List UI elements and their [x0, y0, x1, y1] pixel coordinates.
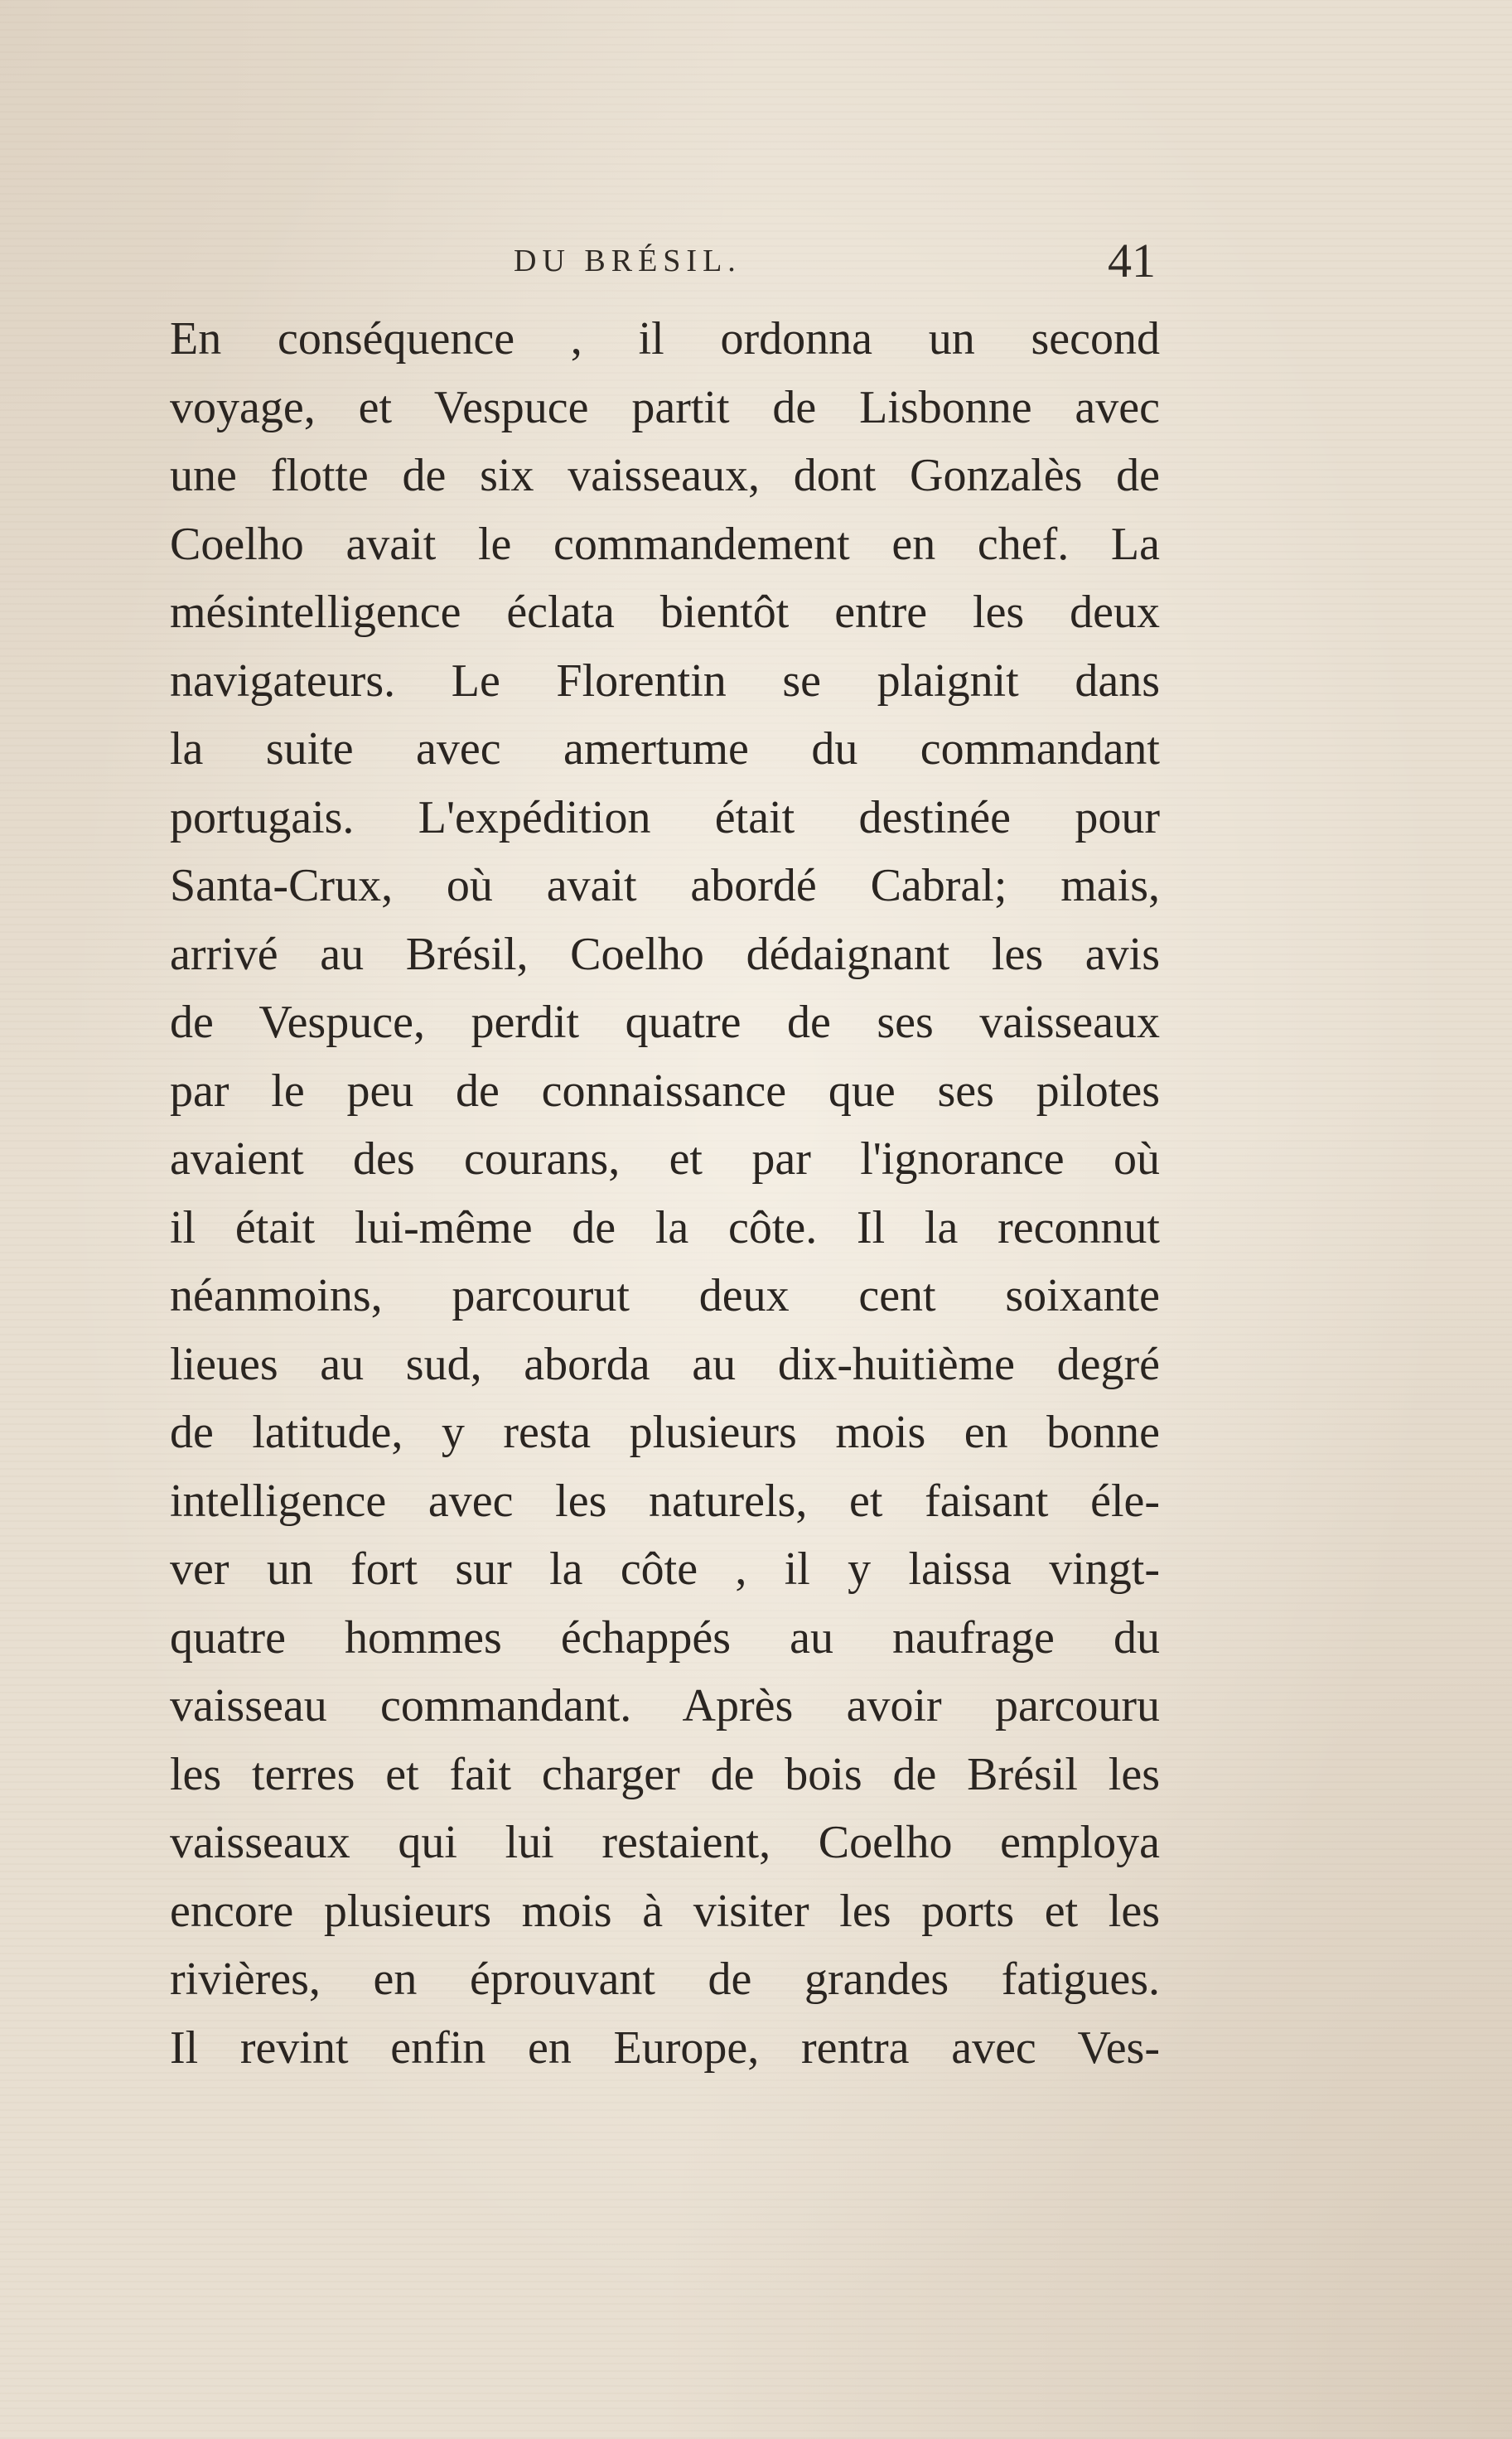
page-number: 41 — [1108, 234, 1156, 287]
text-line: vaisseaux qui lui restaient, Coelho employa — [170, 1817, 1160, 1868]
text-line: avaient des courans, et par l'ignorance où — [170, 1133, 1160, 1185]
text-line: rivières, en éprouvant de grandes fatigues. — [170, 1954, 1160, 2005]
text-line: encore plusieurs mois à visiter les ports et les — [170, 1885, 1160, 1937]
text-line: voyage, et Vespuce partit de Lisbonne avec — [170, 381, 1160, 433]
text-line: par le peu de connaissance que ses pilotes — [170, 1065, 1160, 1117]
text-line: vaisseau commandant. Après avoir parcouru — [170, 1680, 1160, 1731]
running-title: DU BRÉSIL. — [514, 244, 742, 278]
text-line: quatre hommes échappés au naufrage du — [170, 1611, 1160, 1664]
text-line: une flotte de six vaisseaux, dont Gonzalès de — [170, 450, 1160, 501]
text-line: néanmoins, parcourut deux cent soixante — [170, 1270, 1160, 1321]
text-line: la suite avec amertume du commandant — [170, 723, 1160, 775]
text-line: mésintelligence éclata bientôt entre les deux — [170, 587, 1160, 638]
page-header — [170, 232, 1156, 290]
text-line: arrivé au Brésil, Coelho dédaignant les avis — [170, 928, 1160, 980]
text-line: les terres et fait charger de bois de Brésil les — [170, 1748, 1160, 1800]
text-line: Santa-Crux, où avait abordé Cabral; mais, — [170, 860, 1160, 911]
text-line: En conséquence , il ordonna un second — [170, 313, 1160, 365]
text-line: Coelho avait le commandement en chef. La — [170, 518, 1160, 570]
text-line: portugais. L'expédition était destinée pour — [170, 791, 1160, 843]
text-line: de Vespuce, perdit quatre de ses vaisseaux — [170, 997, 1160, 1048]
text-line: lieues au sud, aborda au dix-huitième degré — [170, 1338, 1160, 1390]
text-line: intelligence avec les naturels, et faisant éle- — [170, 1475, 1160, 1527]
text-line: de latitude, y resta plusieurs mois en bonne — [170, 1407, 1160, 1458]
text-line: navigateurs. Le Florentin se plaignit dans — [170, 654, 1160, 707]
text-line: Il revint enfin en Europe, rentra avec Ves- — [170, 2021, 1160, 2074]
text-line: ver un fort sur la côte , il y laissa vingt- — [170, 1543, 1160, 1595]
text-line: il était lui-même de la côte. Il la reconnut — [170, 1201, 1160, 1253]
body-text — [170, 305, 1160, 2082]
